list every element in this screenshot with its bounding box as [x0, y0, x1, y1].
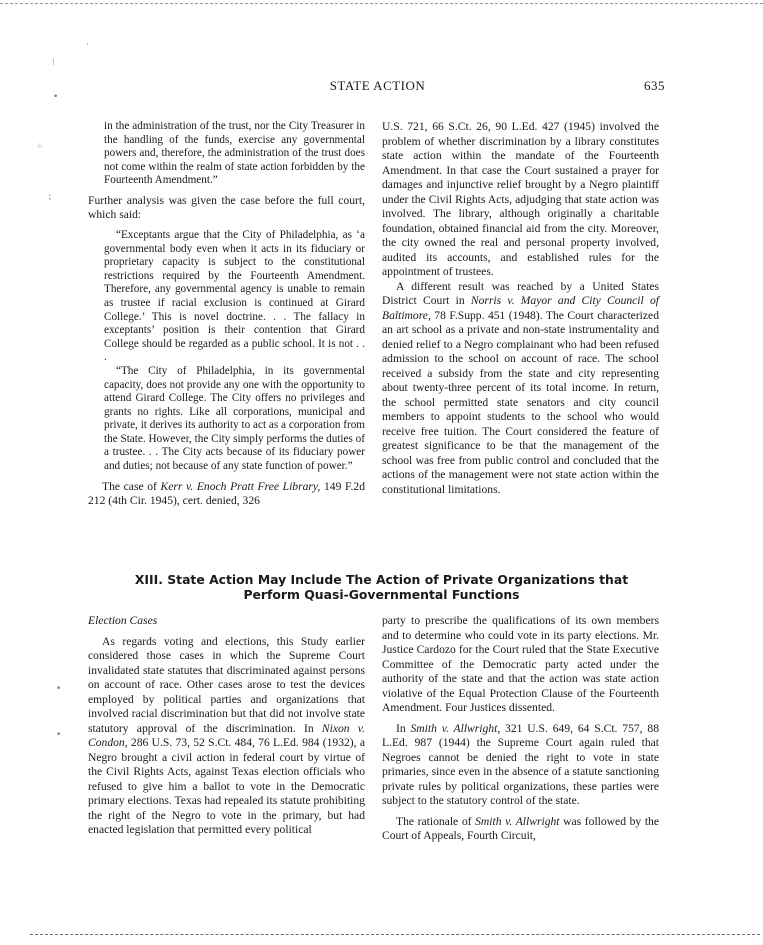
section-heading-line: XIII. State Action May Include The Action of Private Organizations that	[134, 572, 629, 587]
paragraph: Further analysis was given the case before the full court, which said:	[88, 193, 365, 222]
column-bottom-right	[382, 614, 659, 844]
paragraph	[382, 280, 659, 498]
paragraph	[382, 722, 659, 809]
section-heading	[100, 572, 663, 602]
margin-speck: ⁘	[36, 142, 44, 152]
column-bottom-left	[88, 614, 365, 838]
case-name: Norris v. Mayor and City Council of Baltimore,	[382, 294, 659, 322]
paragraph: U.S. 721, 66 S.Ct. 26, 90 L.Ed. 427 (1945) involved the problem of whether discrimination by a library constitutes state action within the mandate of the Fourteenth Amendment. In that case the Court sustained a prayer for damages and injunctive relief brought by a Negro plaintiff under the Civil Rights Acts, adjudging that state action was involved. The library, although originally a charitable foundation, obtained financial aid from the city. Moreover, the city owned the real and personal property involved, audited its accounts, and established rules for the appointment of trustees.	[382, 120, 659, 278]
section-heading-line: Perform Quasi-Governmental Functions	[243, 587, 520, 602]
column-top-right	[382, 120, 659, 497]
text: The rationale of	[396, 814, 476, 828]
text: 321 U.S. 649, 64 S.Ct. 757, 88 L.Ed. 987 (1944) the Supreme Court again ruled that Negroes cannot be denied the right to vote in state primaries, since even in the absence of a statute sanctioning private rules by political organizations, these parties were subject to the statutory control of the state.	[382, 721, 659, 807]
margin-speck: ·	[86, 40, 89, 50]
text: 78 F.Supp. 451 (1948). The Court characterized an art school as a private and non-state instrumentality and denied relief to a Negro complainant who had been refused admission to the school on account of race. The school received a subsidy from the state and city representing about twenty-three percent of its total income. In return, the school permitted state senators and city council members to appoint students to the school who would receive free tuition. The Court considered the feature of greatest significance to be that the management of the school was free from public control and concluded that the actions of the management were not state action within the constitutional limitations.	[382, 308, 659, 496]
top-scan-rule	[0, 3, 763, 4]
column-top-left	[88, 120, 365, 509]
margin-speck: ⁝	[52, 58, 55, 68]
quote-continuation: in the administration of the trust, nor the City Treasurer in the handling of the funds, exercise any governmental powers and, therefore, the administration of the trust does not come within the realm of state action forbidden by the Fourteenth Amendment.”	[104, 120, 365, 187]
text: 286 U.S. 73, 52 S.Ct. 484, 76 L.Ed. 984 (1932), a Negro brought a civil action in federal court by virtue of the Civil Rights Acts, against Texas election officials who refused to give him a ballot to vote in the Democratic primary elections. Texas had repealed its statute prohibiting the right of the Negro to vote in the primary, but had enacted legislation that permitted every political	[88, 736, 365, 836]
page-number: 635	[644, 78, 665, 93]
case-name: Nixon v. Condon,	[88, 721, 365, 749]
margin-speck: ⁏	[48, 192, 52, 202]
page-header	[90, 78, 665, 98]
running-head: STATE ACTION	[329, 78, 426, 93]
paragraph: party to prescribe the qualifications of its own members and to determine who could vote in its party elections. Mr. Justice Cardozo for the Court ruled that the State Executive Committee of the Democratic party acted under the authority of the state and that the action was state action violative of the Equal Protection Clause of the Fourteenth Amendment. Four Justices dissented.	[382, 614, 659, 714]
paragraph	[382, 815, 659, 844]
margin-speck: •	[56, 684, 62, 694]
paragraph	[88, 635, 365, 838]
text: As regards voting and elections, this Study earlier considered those cases in which the Supreme Court invalidated state statutes that discriminated against persons on account of race. Other cases arose to test the devices employed by political parties and organizations that involved racial discrimination but that did not involve state statutory approval of the discrimination. In	[88, 634, 365, 735]
subheading: Election Cases	[88, 614, 158, 627]
case-name: Smith v. Allwright,	[410, 721, 501, 735]
text: was followed by the Court of Appeals, Fourth Circuit,	[382, 814, 659, 842]
block-quote: “Exceptants argue that the City of Philadelphia, as ‘a governmental body even when it acts in its fiduciary or proprietary capacity is subject to the constitutional restrictions required by the Fourteenth Amendment. Therefore, any governmental agency is unable to remain as trustee if racial exclusion is continued at Girard College.’ This is novel doctrine. . . The fallacy in exceptants’ position is their contention that Girard College should be regarded as a public school. It is not . . .	[104, 228, 365, 364]
text: 149 F.2d 212 (4th Cir. 1945), cert. denied, 326	[88, 479, 365, 508]
case-name: Kerr v. Enoch Pratt Free Library,	[160, 479, 321, 493]
margin-speck: •	[53, 92, 59, 102]
bottom-scan-rule	[30, 934, 760, 935]
text: In	[396, 721, 411, 735]
paragraph	[88, 480, 365, 509]
margin-speck: •	[56, 730, 62, 740]
text: A different result was reached by a United States District Court in	[382, 279, 659, 307]
case-name: Smith v. Allwright	[475, 814, 560, 828]
text: The case of	[102, 479, 161, 493]
block-quote: “The City of Philadelphia, in its governmental capacity, does not provide any one with the opportunity to attend Girard College. The City offers no privileges and grants no rights. Like all corporations, municipal and private, it derives its authority to act as a corporation from the State. However, the City simply performs the duties of a trustee. . . The City acts because of its fiduciary power and duties; not because of any state function of power.”	[104, 364, 365, 473]
